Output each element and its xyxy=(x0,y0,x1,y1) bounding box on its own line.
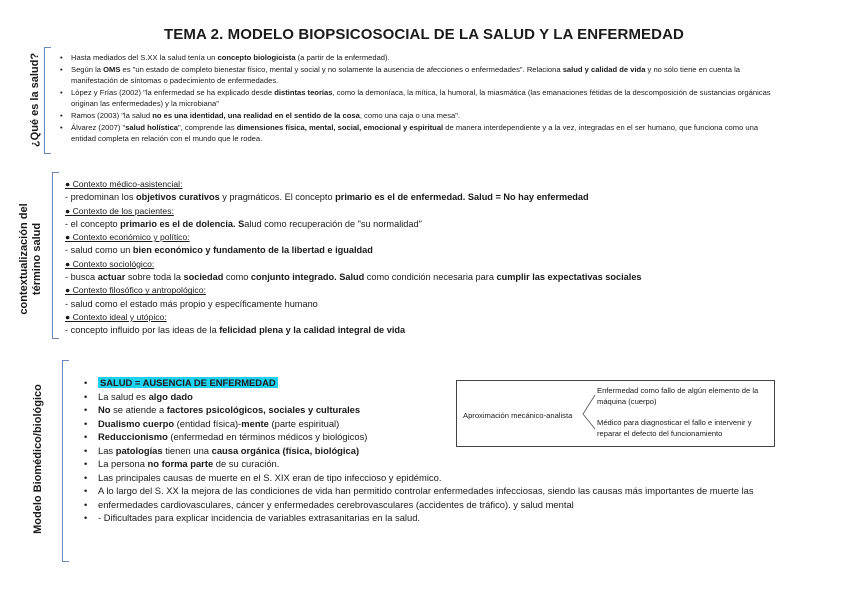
diagram-right-label-1: Enfermedad como fallo de algún elemento de la máquina (cuerpo) xyxy=(597,386,759,406)
section-bracket-contexto xyxy=(52,172,59,339)
list-item: ● Contexto filosófico y antropológico: - salud como el estado más propio y específicamente humano xyxy=(65,284,785,311)
list-item: ● Contexto sociológico: - busca actuar sobre toda la sociedad como conjunto integrado. Salud como condición necesaria para cumplir las expectativas sociales xyxy=(65,258,785,285)
list-item: • Reduccionismo (enfermedad en términos médicos y biológicos) xyxy=(84,430,804,444)
section-bracket-modelo xyxy=(62,360,69,562)
mechanical-approach-diagram xyxy=(456,380,775,447)
section-label-contexto: contextualización del término salud xyxy=(18,203,43,315)
list-item: ● Contexto de los pacientes: - el concepto primario es el de dolencia. Salud como recuperación de "su normalidad" xyxy=(65,205,785,232)
que-es-list xyxy=(58,52,778,145)
diagram-left-label: Aproximación mecánico-analista xyxy=(463,411,573,420)
connector-line-top xyxy=(583,395,595,414)
list-item: • Dualismo cuerpo (entidad física)-mente (parte espiritual) xyxy=(84,417,804,431)
list-item: • Ramos (2003) "la salud no es una identidad, una realidad en el sentido de la cosa, como una caja o una mesa". xyxy=(58,110,778,122)
list-item: ● Contexto ideal y utópico: - concepto influido por las ideas de la felicidad plena y la calidad integral de vida xyxy=(65,311,785,338)
context-heading: ● Contexto de los pacientes: xyxy=(65,205,174,216)
list-item: • La salud es algo dado xyxy=(84,390,804,404)
list-item: • No se atiende a factores psicológicos, sociales y culturales xyxy=(84,403,804,417)
list-item: ● Contexto médico-asistencial: - predominan los objetivos curativos y pragmáticos. El concepto primario es el de enfermedad. Salud = No hay enfermedad xyxy=(65,178,785,205)
contexto-list xyxy=(65,178,785,338)
list-item: • La persona no forma parte de su curación. xyxy=(84,457,804,471)
context-heading: ● Contexto económico y político: xyxy=(65,232,190,243)
list-item: • López y Frías (2002) "la enfermedad se ha explicado desde distintas teorías, como la demoníaca, la mítica, la humoral, la miasmática (las emanaciones fétidas de la descomposición de sustancias orgánicas originan las enfermedades) y la microbiana" xyxy=(58,87,778,110)
list-item: • Según la OMS es "un estado de completo bienestar físico, mental y social y no solamente la ausencia de afecciones o enfermedades". Relaciona salud y calidad de vida y no sólo tiene en cuenta la manifestación de síntomas o padecimiento de enfermedades. xyxy=(58,64,778,87)
context-heading: ● Contexto filosófico y antropológico: xyxy=(65,285,206,296)
page-title: TEMA 2. MODELO BIOPSICOSOCIAL DE LA SALUD Y LA ENFERMEDAD xyxy=(164,26,684,43)
highlight-text: SALUD = AUSENCIA DE ENFERMEDAD xyxy=(100,377,276,388)
context-heading: ● Contexto sociológico: xyxy=(65,258,155,269)
list-item: • enfermedades cardiovasculares, cáncer y enfermedades cerebrovasculares (accidentes de tráfico). y salud mental xyxy=(84,498,804,512)
list-item: • A lo largo del S. XX la mejora de las condiciones de vida han permitido controlar enfermedades infecciosas, siendo las causas más importantes de muerte las xyxy=(84,484,804,498)
list-item: ● Contexto económico y político: - salud como un bien económico y fundamento de la libertad e igualdad xyxy=(65,231,785,258)
list-item: • Álvarez (2007) "salud holística", comprende las dimensiones física, mental, social, emocional y espiritual de manera interdependiente y a la vez, integradas en el ser humano, que funciona como una entidad completa en relación con el mundo que le rodea. xyxy=(58,122,778,145)
diagram-right-label-2: Médico para diagnosticar el fallo e intervenir y reparar el defecto del funcionamiento xyxy=(597,418,752,438)
list-item: • Las principales causas de muerte en el S. XIX eran de tipo infeccioso y epidémico. xyxy=(84,471,804,485)
section-label-modelo: Modelo Biomédico/biológico xyxy=(32,384,44,534)
connector-line-bottom xyxy=(583,414,595,429)
section-bracket-que-es xyxy=(44,47,51,154)
list-item: • Hasta mediados del S.XX la salud tenía un concepto biologicista (a partir de la enfermedad). xyxy=(58,52,778,64)
list-item: • Las patologías tienen una causa orgánica (física, biológica) xyxy=(84,444,804,458)
section-label-que-es: ¿Qué es la salud? xyxy=(29,52,41,148)
list-item: • - Dificultades para explicar incidencia de variables extrasanitarias en la salud. xyxy=(84,511,804,525)
context-heading: ● Contexto ideal y utópico: xyxy=(65,311,167,322)
context-heading: ● Contexto médico-asistencial: xyxy=(65,179,183,189)
